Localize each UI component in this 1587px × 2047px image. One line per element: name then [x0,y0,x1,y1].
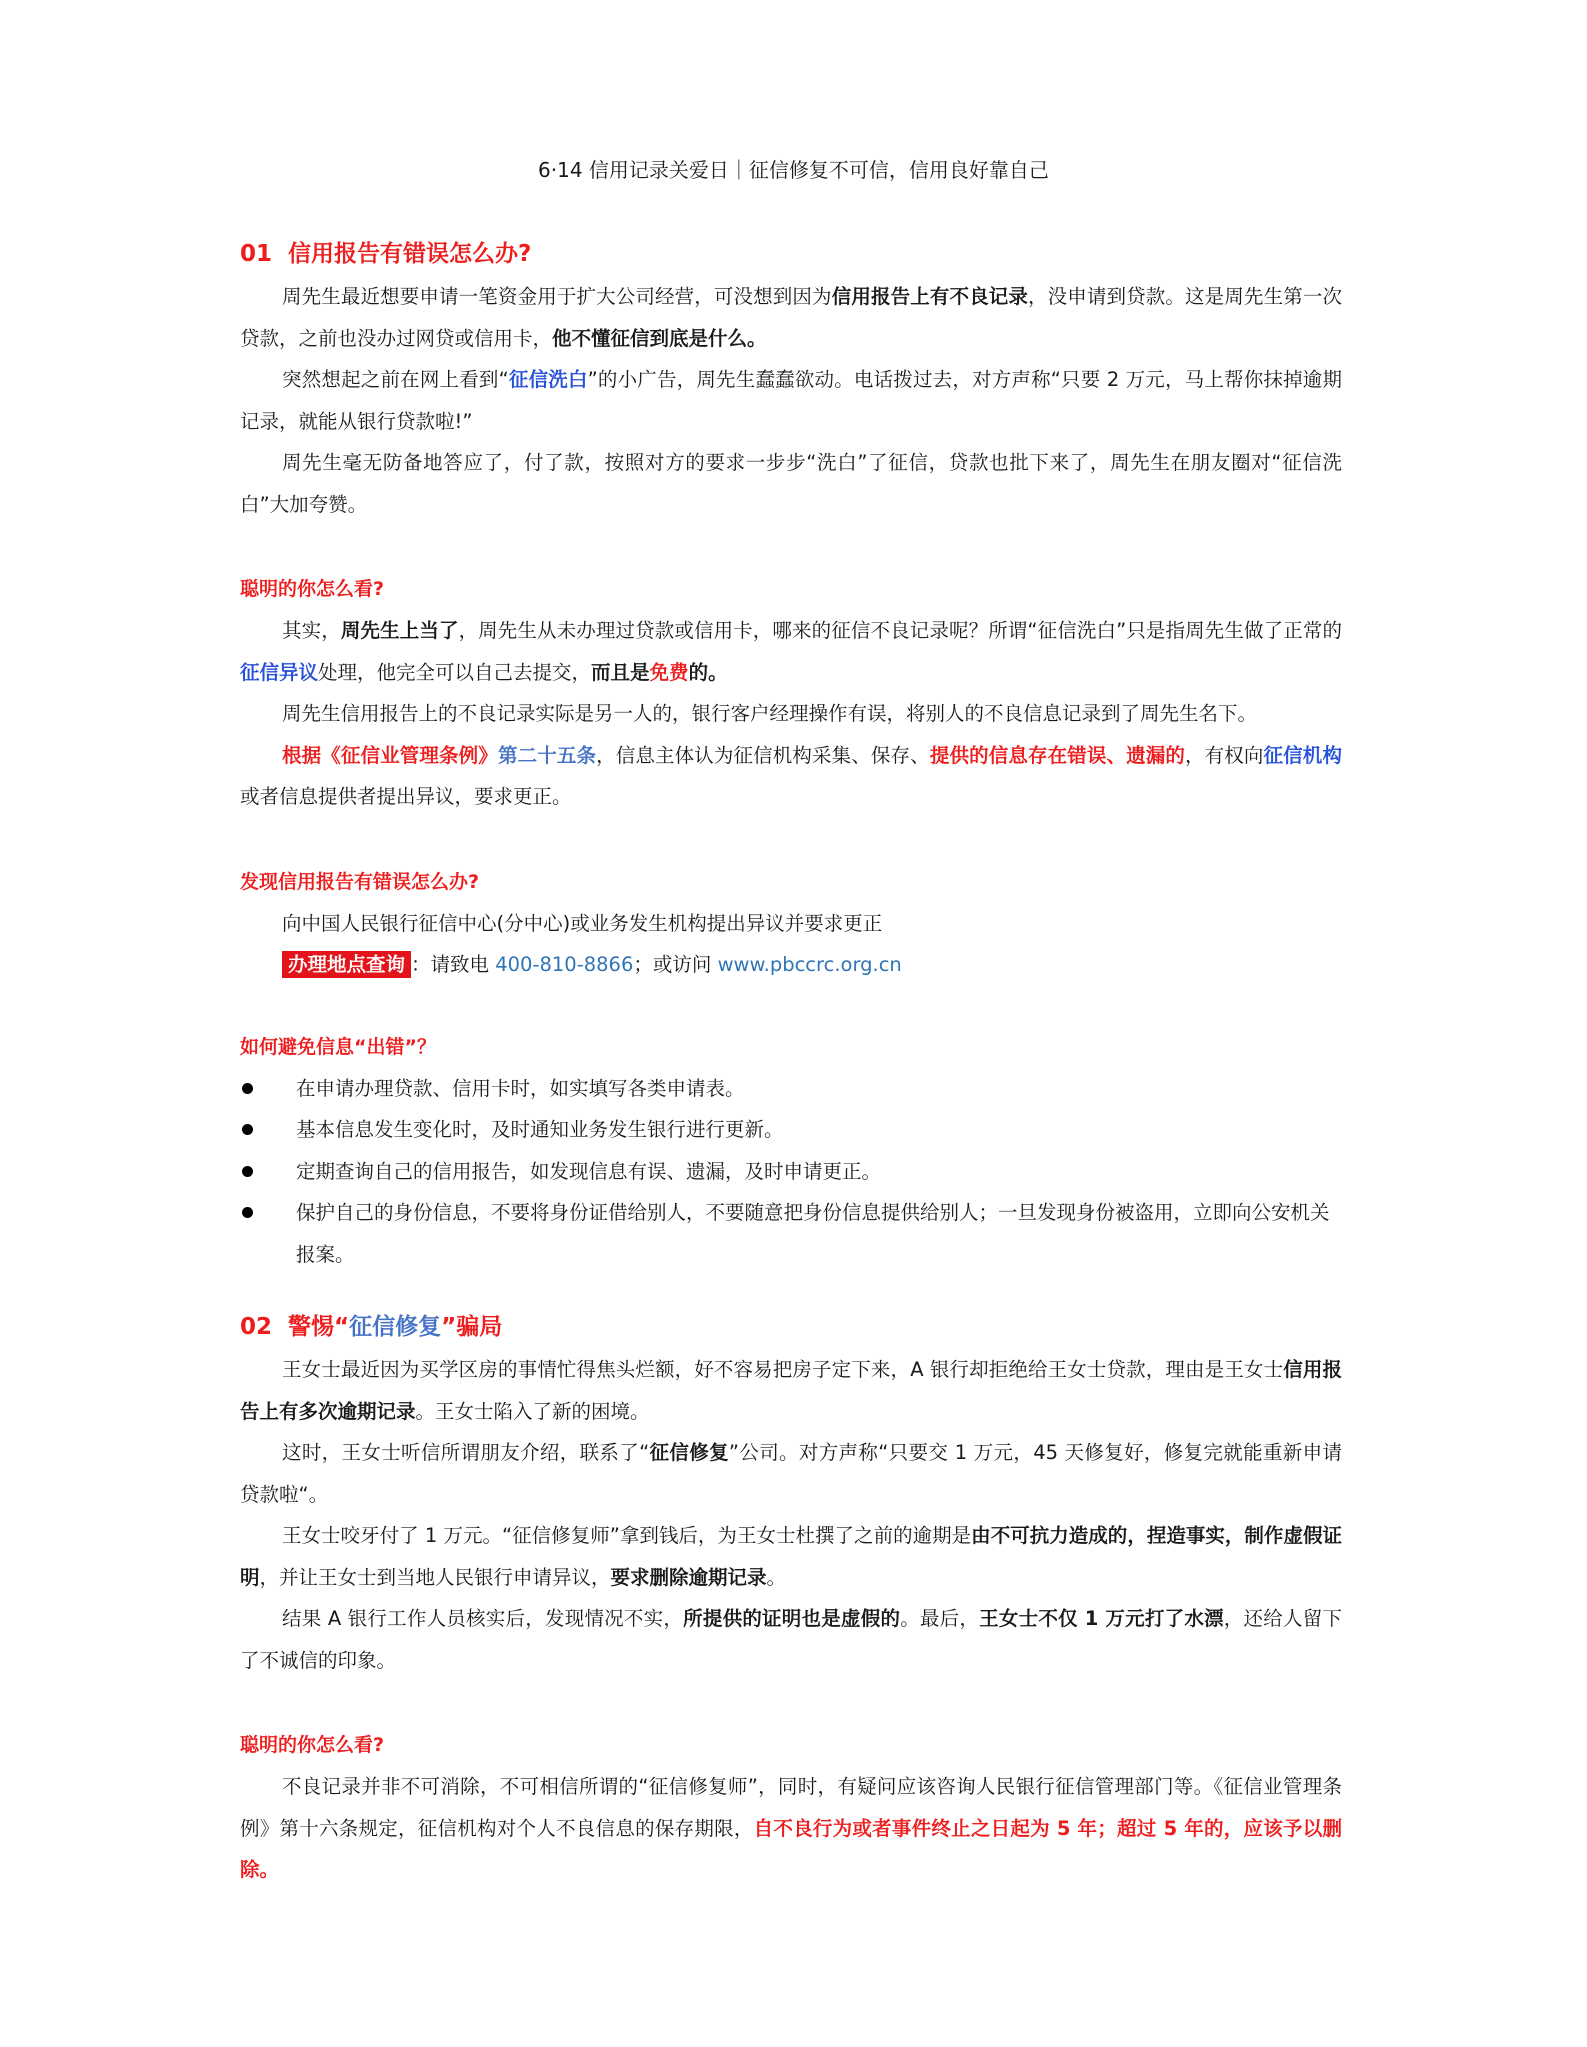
paragraph [240,276,1342,359]
document-title: 6·14 信用记录关爱日｜征信修复不可信，信用良好靠自己 [538,158,1049,182]
list-item [240,1192,1342,1275]
text-run: 。最后， [900,1607,980,1630]
paragraph [240,1349,1342,1432]
paragraph [240,1598,1342,1681]
website-link[interactable]: www.pbccrc.org.cn [717,953,902,976]
highlight-blue-text: 征信洗白 [508,368,588,391]
subheading-avoid-errors: 如何避免信息“出错”？ [240,1035,436,1058]
bullet-icon [242,1083,253,1094]
text-run: 。王女士陷入了新的困境。 [415,1399,650,1423]
spacer [240,1275,1342,1305]
text-run: 处理，他完全可以自己去提交， [318,660,592,684]
text-run: ，还给人留下了不诚信的印象。 [240,1607,1342,1672]
text-run: ；或访问 [633,953,718,976]
paragraph [240,610,1342,693]
spacer [240,818,1342,861]
text-run: 王女士咬牙付了 1 万元。“征信修复师”拿到钱后，为王女士杜撰了之前的逾期是 [282,1524,972,1547]
list-item-text: 在申请办理贷款、信用卡时，如实填写各类申请表。 [296,1076,745,1100]
subheading-smart: 聪明的你怎么看? [240,1734,385,1756]
bold-text: 他不懂征信到底是什么。 [552,326,767,350]
text-run: 不良记录并非不可消除，不可相信所谓的“征信修复师”，同时，有疑问应该咨询人民银行征信管理部门等。《征信业管理条例》第十六条规定，征信机构对个人不良信息的保存期限， [240,1775,1342,1840]
paragraph: 周先生毫无防备地答应了，付了款，按照对方的要求一步步“洗白”了征信，贷款也批下来了，周先生在朋友圈对“征信洗白”大加夸赞。 [240,451,1342,516]
bold-text: 的。 [688,660,728,684]
list-item-text: 定期查询自己的信用报告，如发现信息有误、遗漏，及时申请更正。 [296,1159,882,1183]
bold-text: 所提供的证明也是虚假的 [683,1607,901,1630]
text-run: ”公司。对方声称“只要交 1 万元，45 天修复好，修复完就能重新申请贷款啦“。 [240,1441,1342,1506]
list-item-text: 保护自己的身份信息，不要将身份证借给别人，不要随意把身份信息提供给别人；一旦发现身份被盗用，立即向公安机关报案。 [296,1201,1330,1266]
section-heading-text: 信用报告有错误怎么办? [288,241,532,267]
text-run: ：请致电 [411,953,496,976]
paragraph [240,1432,1342,1515]
location-query-label: 办理地点查询 [282,951,411,978]
paragraph-contact [240,944,1342,986]
paragraph [240,1766,1342,1891]
bold-text: 而且是 [591,660,650,684]
document-body [240,232,1342,1891]
text-run: ”的小广告，周先生蠢蠢欲动。电话拨过去，对方声称“只要 2 万元，马上帮你抹掉逾期记录，就能从银行贷款啦!” [240,368,1342,433]
subheading-found-error: 发现信用报告有错误怎么办? [240,870,480,893]
section-number: 02 [240,1314,273,1340]
bold-text: 周先生上当了 [340,619,459,642]
list-item [240,1151,1342,1193]
text-run: 突然想起之前在网上看到“ [282,368,509,391]
paragraph [240,359,1342,442]
text-run: 这时，王女士听信所谓朋友介绍，联系了“ [282,1441,650,1464]
highlight-red-text: 提供的信息存在错误、遗漏的 [929,743,1186,767]
bold-text: 王女士不仅 1 万元打了水漂 [979,1607,1224,1630]
paragraph [240,1515,1342,1598]
text-run: ，有权向 [1185,743,1264,767]
section-heading-text: 警惕“ [288,1314,350,1340]
highlight-red-text: 免费 [649,660,689,684]
text-run: 结果 A 银行工作人员核实后，发现情况不实， [282,1607,684,1630]
highlight-red-text: 自不良行为或者事件终止之日起为 5 年；超过 5 年的，应该予以删除。 [240,1816,1342,1881]
highlight-blue-text: 征信机构 [1263,743,1342,767]
section-01-heading [240,232,1342,276]
phone-link[interactable]: 400-810-8866 [495,953,634,976]
text-run: ，并让王女士到当地人民银行申请异议， [259,1565,611,1589]
highlight-blue-text: 征信异议 [240,660,319,684]
bold-text: 信用报告上有不良记录 [831,285,1028,308]
spacer [240,1681,1342,1724]
text-run: ，没申请到贷款。这是周先生第一次贷款，之前也没办过网贷或信用卡， [240,285,1342,350]
paragraph: 向中国人民银行征信中心(分中心)或业务发生机构提出异议并要求更正 [282,911,883,935]
tips-list [240,1068,1342,1276]
text-run: 王女士最近因为买学区房的事情忙得焦头烂额，好不容易把房子定下来，A 银行却拒绝给王女士贷款，理由是王女士 [282,1358,1284,1381]
section-heading-highlight: 征信修复 [349,1314,442,1340]
highlight-red-text: 根据《征信业管理条例》 [282,743,498,767]
list-item [240,1068,1342,1110]
list-item-text: 基本信息发生变化时，及时通知业务发生银行进行更新。 [296,1118,784,1141]
bold-text: 征信修复 [649,1441,729,1464]
text-run: 。 [766,1565,787,1589]
bullet-icon [242,1124,253,1135]
highlight-blue-text: 第二十五条 [497,743,597,767]
bullet-icon [242,1166,253,1177]
spacer [240,525,1342,568]
paragraph: 周先生信用报告上的不良记录实际是另一人的，银行客户经理操作有误，将别人的不良信息记录到了周先生名下。 [282,702,1258,725]
spacer [240,986,1342,1026]
section-heading-text: ”骗局 [441,1314,503,1340]
text-run: ，周先生从未办理过贷款或信用卡，哪来的征信不良记录呢？所谓“征信洗白”只是指周先生做了正常的 [458,619,1342,642]
text-run: 或者信息提供者提出异议，要求更正。 [240,785,572,808]
section-02-heading [240,1305,1342,1349]
bold-text: 信用报告上有多次逾期记录 [240,1358,1342,1423]
section-number: 01 [240,241,273,267]
text-run: 周先生最近想要申请一笔资金用于扩大公司经营，可没想到因为 [282,285,832,308]
text-run: 其实， [282,619,341,642]
paragraph [240,735,1342,818]
bold-text: 由不可抗力造成的，捏造事实，制作虚假证明 [240,1524,1342,1589]
list-item [240,1109,1342,1151]
bold-text: 要求删除逾期记录 [610,1565,767,1589]
subheading-smart: 聪明的你怎么看? [240,578,385,600]
bullet-icon [242,1207,253,1218]
text-run: ，信息主体认为征信机构采集、保存、 [596,743,930,767]
